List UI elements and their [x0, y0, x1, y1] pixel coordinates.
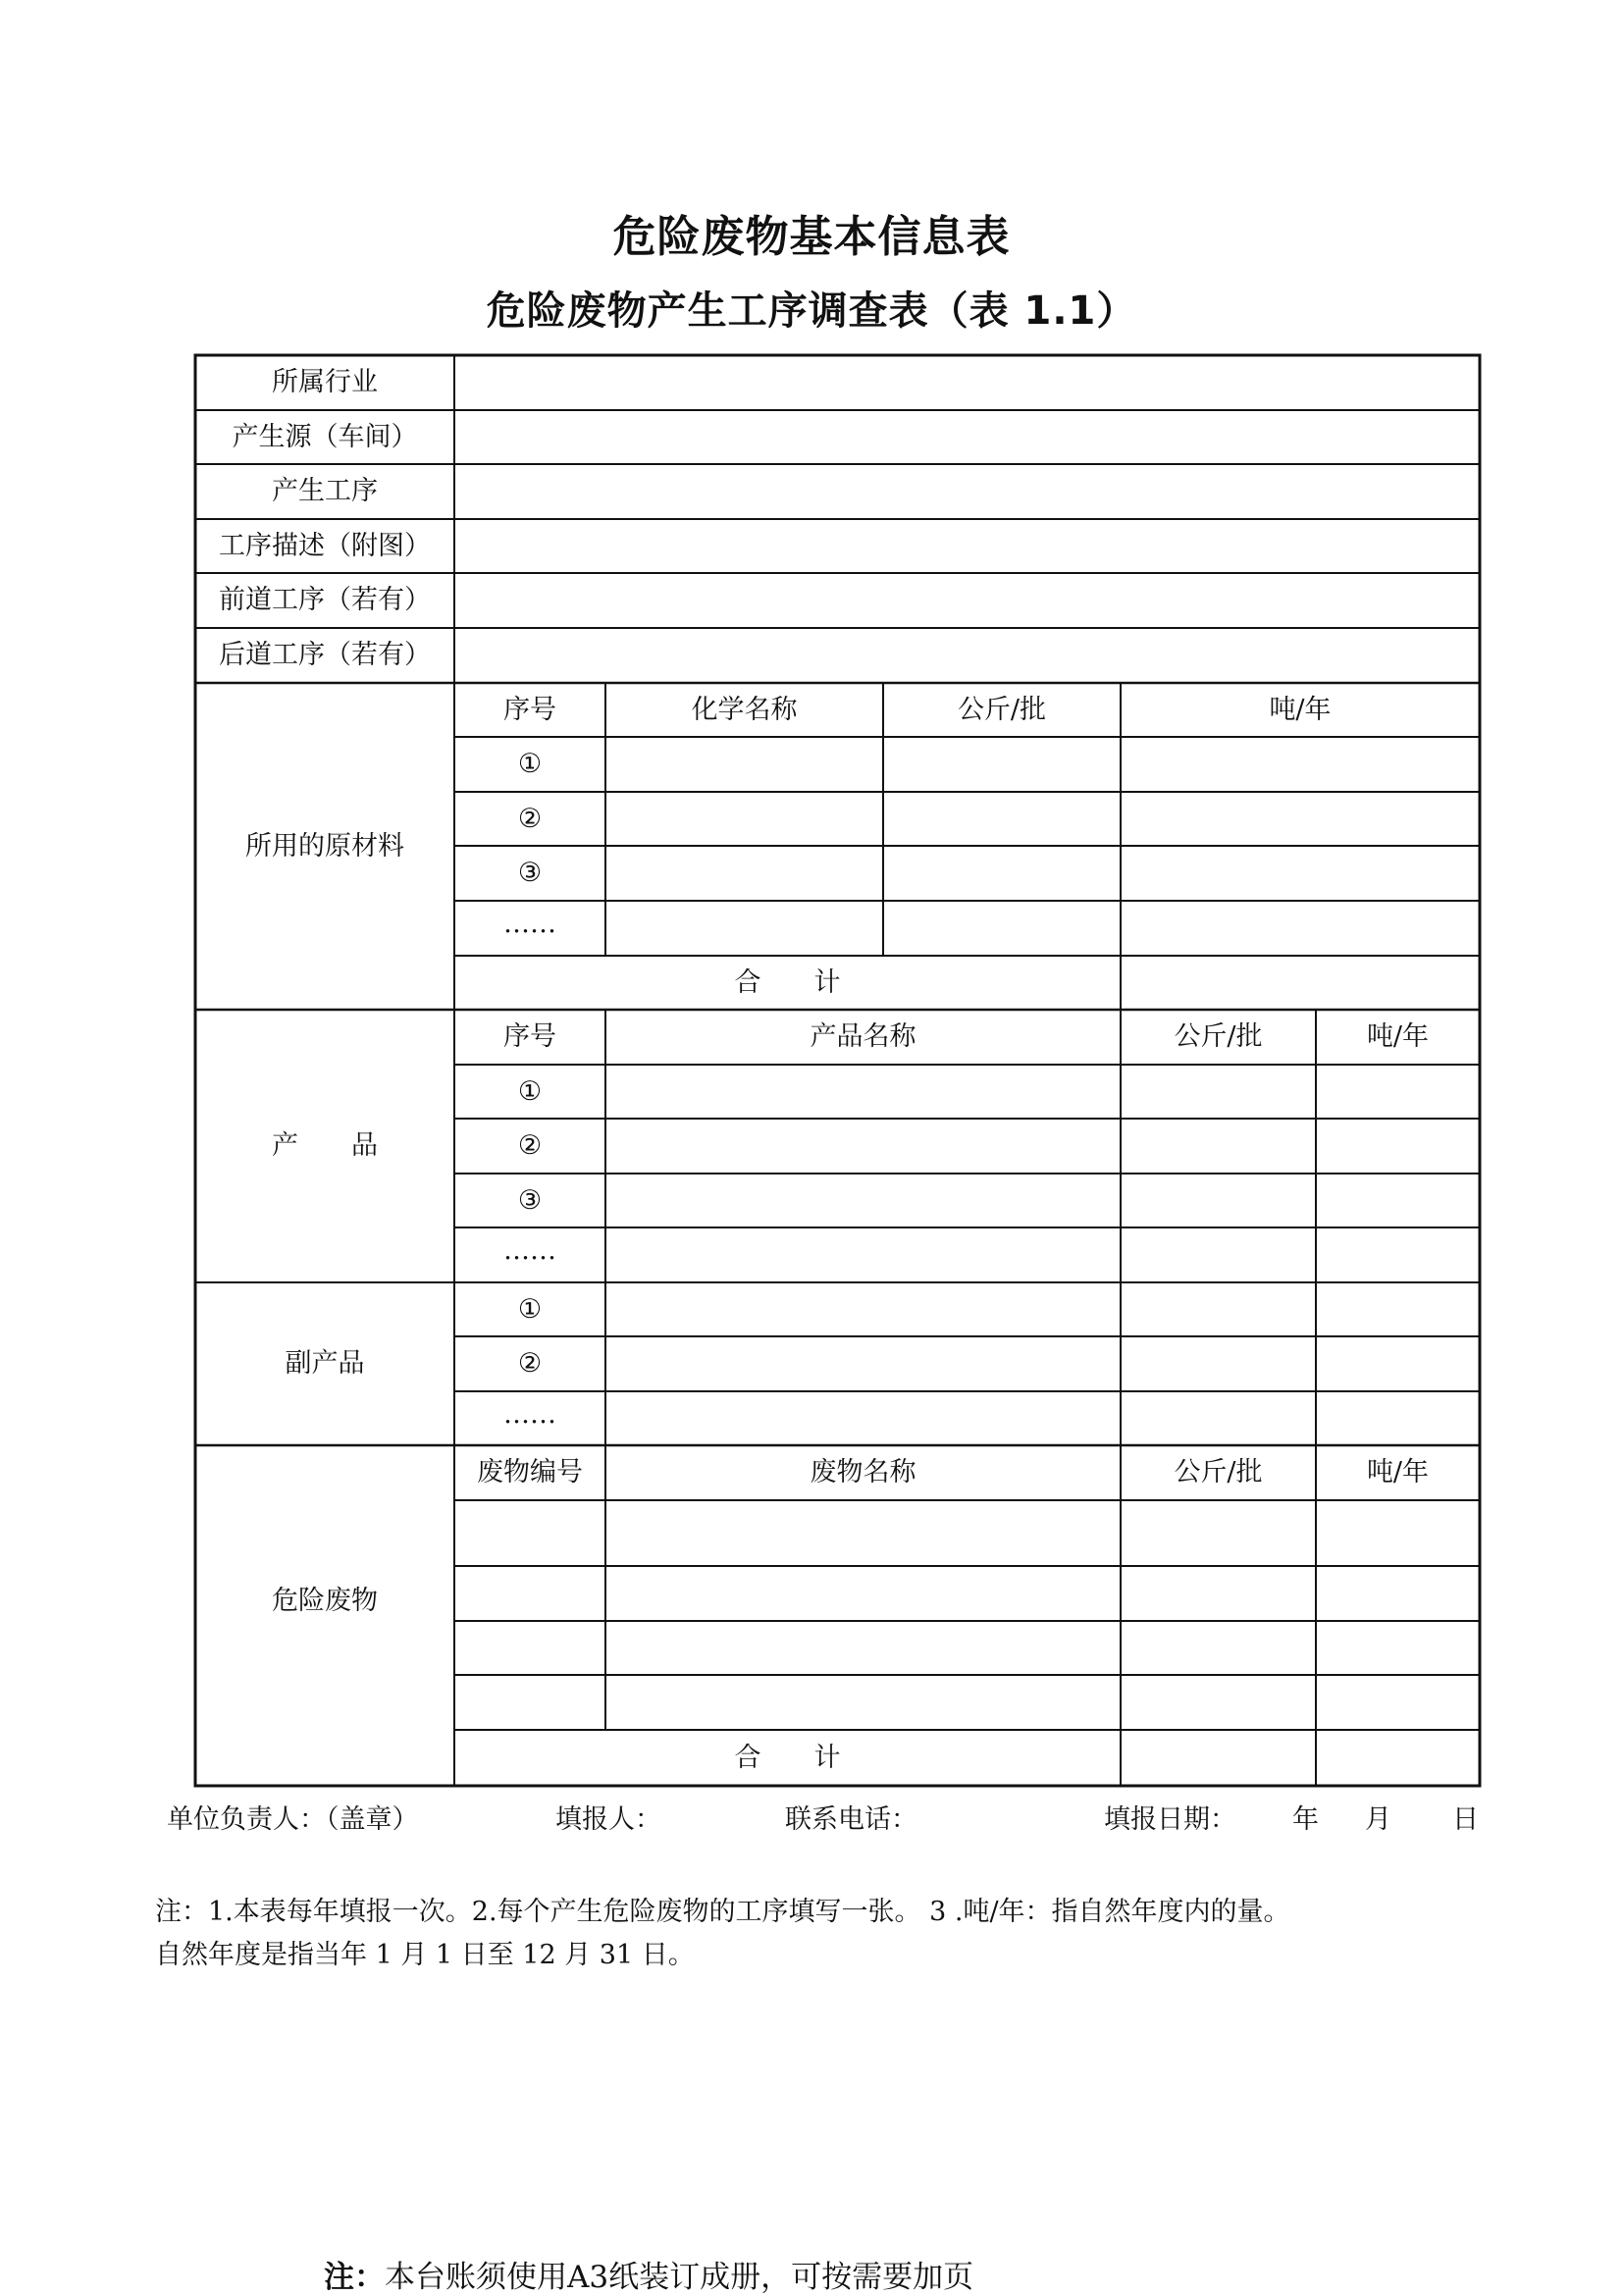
header-serial-no: 序号 — [503, 695, 556, 725]
footer-month: 月 — [1365, 1804, 1391, 1835]
header-ton-per-year: 吨/年 — [1269, 695, 1332, 725]
total-label: 合 计 — [734, 967, 841, 998]
footer-day: 日 — [1452, 1804, 1479, 1835]
page-title: 危险废物基本信息表 — [612, 212, 1011, 262]
section-label-hazardous-waste: 危险废物 — [272, 1586, 378, 1616]
note-line-1: 注：1.本表每年填报一次。2.每个产生危险废物的工序填写一张。 3 .吨/年：指自然年度内的量。 — [155, 1897, 1290, 1927]
list-item: ③ — [517, 1185, 543, 1216]
label-next-process: 后道工序（若有） — [219, 640, 431, 670]
list-item: …… — [503, 1235, 556, 1266]
total-label: 合 计 — [734, 1743, 841, 1773]
header-kg-per-batch: 公斤/批 — [1174, 1021, 1263, 1052]
list-item: ③ — [517, 858, 543, 888]
list-item: …… — [503, 1399, 556, 1430]
footer-year: 年 — [1292, 1804, 1319, 1835]
footer-phone: 联系电话： — [785, 1804, 917, 1835]
bottom-note — [324, 2252, 973, 2296]
list-item: …… — [503, 909, 556, 939]
label-process: 产生工序 — [272, 476, 378, 506]
section-label-raw-materials: 所用的原材料 — [245, 831, 404, 861]
list-item: ① — [517, 749, 543, 779]
section-label-byproducts: 副产品 — [285, 1348, 365, 1379]
header-ton-per-year: 吨/年 — [1366, 1457, 1430, 1487]
bottom-note-text: 本台账须使用A3纸装订成册，可按需要加页 — [385, 2260, 974, 2295]
bottom-note-prefix: 注： — [324, 2260, 385, 2295]
label-process-description: 工序描述（附图） — [219, 531, 431, 561]
header-ton-per-year: 吨/年 — [1366, 1021, 1430, 1052]
header-waste-name: 废物名称 — [810, 1457, 916, 1487]
header-serial-no: 序号 — [503, 1021, 556, 1052]
label-source-workshop: 产生源（车间） — [232, 422, 418, 452]
header-product-name: 产品名称 — [810, 1021, 916, 1052]
list-item: ② — [517, 1130, 543, 1161]
list-item: ① — [517, 1076, 543, 1107]
note-line-2: 自然年度是指当年 1 月 1 日至 12 月 31 日。 — [155, 1940, 695, 1970]
list-item: ② — [517, 804, 543, 834]
header-waste-code: 废物编号 — [477, 1457, 583, 1487]
header-kg-per-batch: 公斤/批 — [957, 695, 1047, 725]
header-chemical-name: 化学名称 — [691, 695, 798, 725]
label-previous-process: 前道工序（若有） — [219, 585, 431, 615]
section-label-products: 产 品 — [272, 1130, 378, 1161]
footer-filler: 填报人： — [555, 1804, 661, 1835]
footer-date-label: 填报日期： — [1104, 1804, 1236, 1835]
footer-responsible: 单位负责人：（盖章） — [167, 1804, 419, 1835]
list-item: ② — [517, 1348, 543, 1379]
page-subtitle: 危险废物产生工序调查表（表 1.1） — [486, 288, 1137, 334]
header-kg-per-batch: 公斤/批 — [1174, 1457, 1263, 1487]
label-industry: 所属行业 — [272, 367, 378, 397]
list-item: ① — [517, 1294, 543, 1325]
